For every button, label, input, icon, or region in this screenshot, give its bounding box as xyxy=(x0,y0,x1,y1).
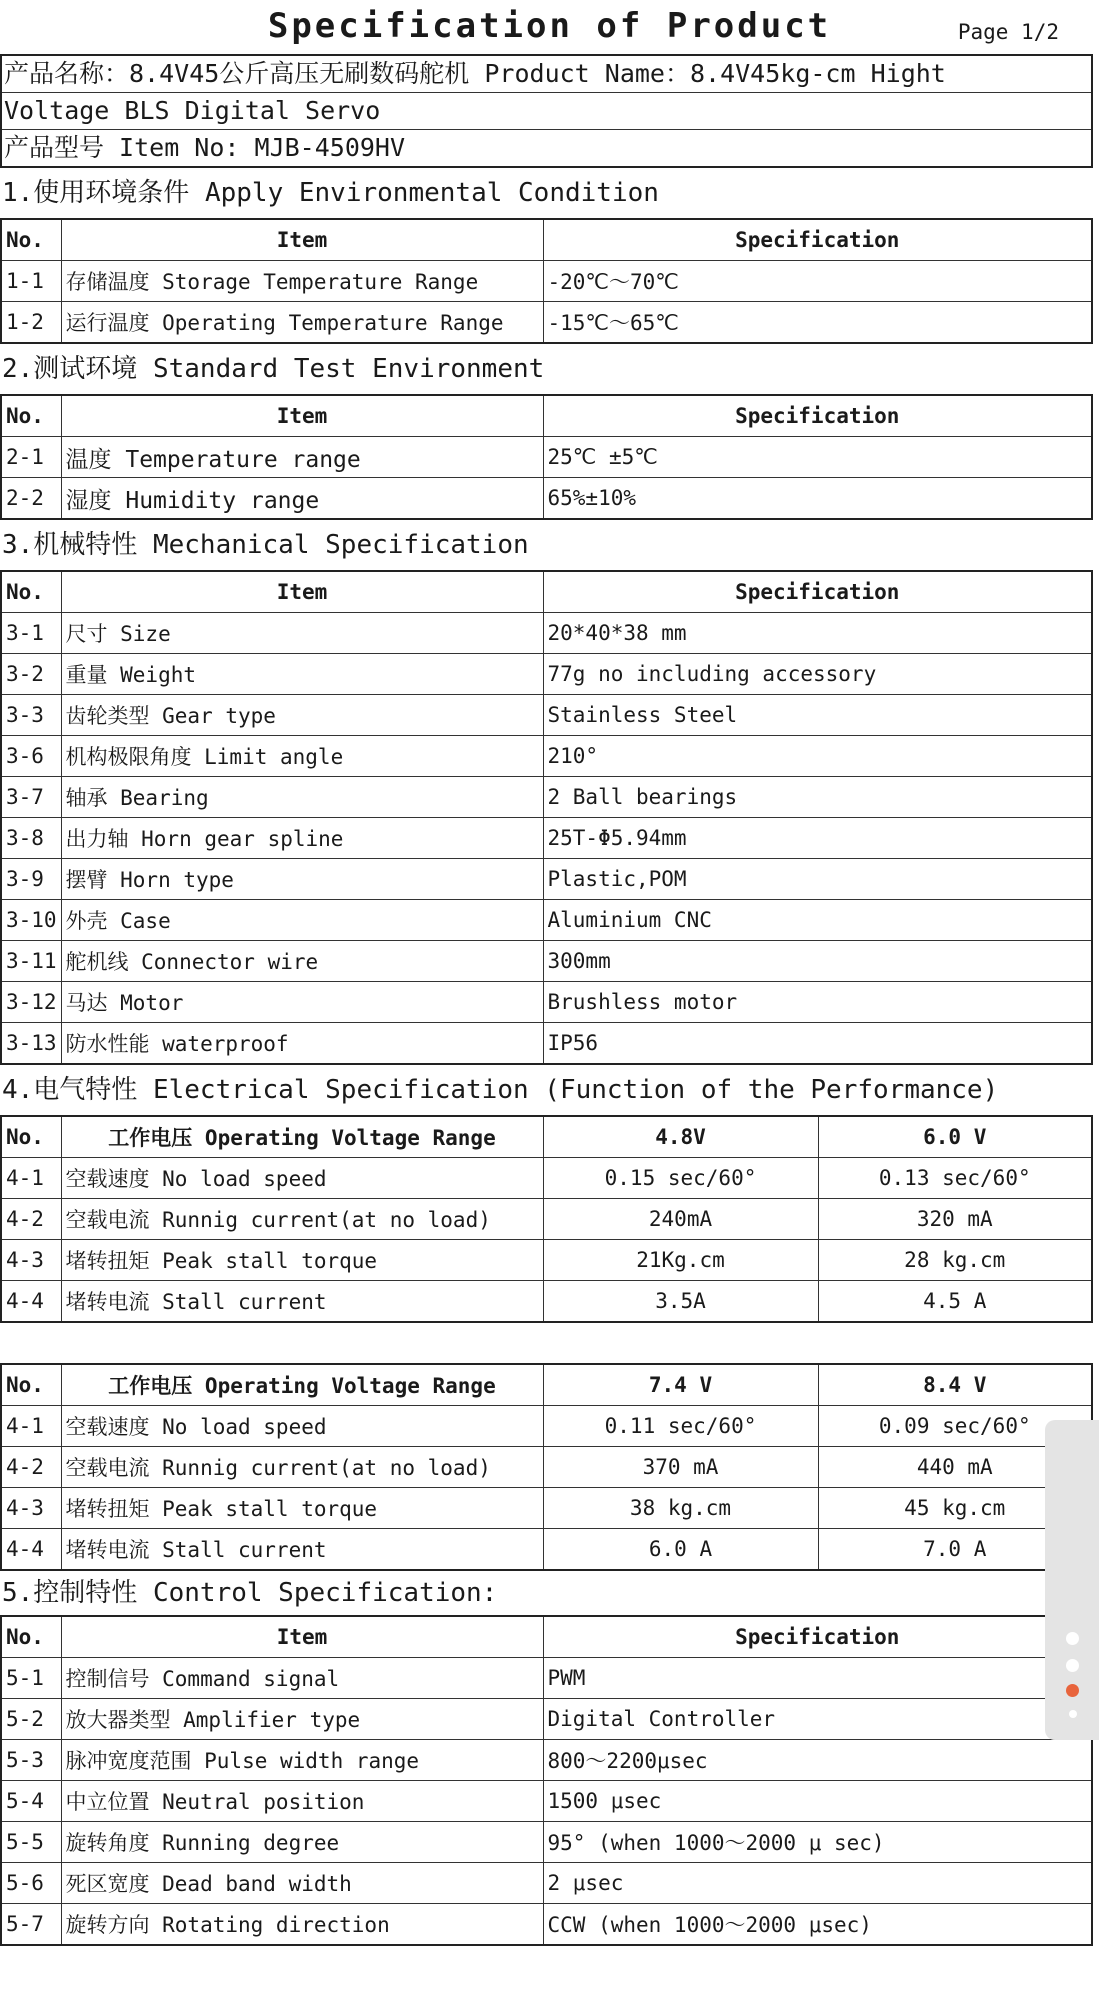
row-spec: CCW (when 1000～2000 μsec) xyxy=(543,1904,1092,1946)
table-row xyxy=(1,941,1092,982)
row-no: 5-3 xyxy=(1,1740,61,1781)
table-row xyxy=(1,302,1092,344)
row-no: 5-5 xyxy=(1,1822,61,1863)
row-item: 运行温度 Operating Temperature Range xyxy=(61,302,543,344)
table-row xyxy=(1,777,1092,818)
section-env-title: 1.使用环境条件 Apply Environmental Condition xyxy=(2,178,659,208)
row-item: 死区宽度 Dead band width xyxy=(61,1863,543,1904)
item-number: 产品型号 Item No: MJB-4509HV xyxy=(4,133,406,162)
row-item: 堵转电流 Stall current xyxy=(61,1281,543,1323)
env-table xyxy=(0,218,1093,344)
product-name-line1: 产品名称：8.4V45公斤高压无刷数码舵机 Product Name：8.4V45kg-cm Hight xyxy=(2,56,1091,93)
pager-dot-active[interactable] xyxy=(1066,1684,1079,1697)
page-number: Page 1/2 xyxy=(957,20,1059,44)
table-row xyxy=(1,1822,1092,1863)
row-no: 4-2 xyxy=(1,1447,61,1488)
row-item: 重量 Weight xyxy=(61,654,543,695)
row-spec: 25T-Φ5.94mm xyxy=(543,818,1092,859)
row-value-b: 45 kg.cm xyxy=(818,1488,1092,1529)
row-item: 控制信号 Command signal xyxy=(61,1658,543,1699)
row-value-a: 6.0 A xyxy=(543,1529,818,1571)
row-value-b: 0.13 sec/60° xyxy=(818,1158,1092,1199)
row-item: 脉冲宽度范围 Pulse width range xyxy=(61,1740,543,1781)
row-value-a: 0.11 sec/60° xyxy=(543,1406,818,1447)
table-row xyxy=(1,1781,1092,1822)
table-row xyxy=(1,1658,1092,1699)
mech-table xyxy=(0,570,1093,1065)
header-no: No. xyxy=(1,571,61,613)
row-value-b: 7.0 A xyxy=(818,1529,1092,1571)
row-item: 湿度 Humidity range xyxy=(61,478,543,520)
header-spec: Specification xyxy=(543,1616,1092,1658)
row-spec: Aluminium CNC xyxy=(543,900,1092,941)
row-item: 机构极限角度 Limit angle xyxy=(61,736,543,777)
row-item: 存储温度 Storage Temperature Range xyxy=(61,261,543,302)
row-spec: Brushless motor xyxy=(543,982,1092,1023)
pager-dot-4[interactable] xyxy=(1069,1710,1077,1718)
row-item: 中立位置 Neutral position xyxy=(61,1781,543,1822)
row-value-b: 0.09 sec/60° xyxy=(818,1406,1092,1447)
elec-table-1 xyxy=(0,1115,1093,1323)
product-name-line2: Voltage BLS Digital Servo xyxy=(2,93,1091,130)
row-item: 旋转方向 Rotating direction xyxy=(61,1904,543,1946)
table-row xyxy=(1,1447,1092,1488)
header-no: No. xyxy=(1,1116,61,1158)
section-ctrl-title: 5.控制特性 Control Specification: xyxy=(2,1578,498,1608)
row-item: 空载电流 Runnig current(at no load) xyxy=(61,1447,543,1488)
table-row xyxy=(1,1488,1092,1529)
table-row xyxy=(1,1023,1092,1065)
section-mech-title: 3.机械特性 Mechanical Specification xyxy=(2,530,529,560)
row-no: 3-3 xyxy=(1,695,61,736)
page-title: Specification of Product xyxy=(267,6,832,46)
header-item: Item xyxy=(61,219,543,261)
row-no: 3-10 xyxy=(1,900,61,941)
row-value-a: 0.15 sec/60° xyxy=(543,1158,818,1199)
row-no: 5-1 xyxy=(1,1658,61,1699)
row-spec: PWM xyxy=(543,1658,1092,1699)
row-value-a: 240mA xyxy=(543,1199,818,1240)
row-item: 空载电流 Runnig current(at no load) xyxy=(61,1199,543,1240)
header-v2: 6.0 V xyxy=(818,1116,1092,1158)
row-spec: IP56 xyxy=(543,1023,1092,1065)
table-row xyxy=(1,818,1092,859)
table-row xyxy=(1,654,1092,695)
title-bar xyxy=(0,0,1099,54)
row-item: 放大器类型 Amplifier type xyxy=(61,1699,543,1740)
pager-dot-1[interactable] xyxy=(1066,1632,1079,1645)
table-row xyxy=(1,613,1092,654)
row-no: 3-6 xyxy=(1,736,61,777)
header-v1: 7.4 V xyxy=(543,1364,818,1406)
table-row xyxy=(1,1529,1092,1571)
row-no: 2-1 xyxy=(1,437,61,478)
row-spec: 800～2200μsec xyxy=(543,1740,1092,1781)
row-no: 3-12 xyxy=(1,982,61,1023)
header-spec: Specification xyxy=(543,571,1092,613)
table-row xyxy=(1,1240,1092,1281)
row-no: 5-2 xyxy=(1,1699,61,1740)
row-no: 3-7 xyxy=(1,777,61,818)
row-no: 3-1 xyxy=(1,613,61,654)
elec-table-2 xyxy=(0,1363,1093,1571)
row-value-b: 440 mA xyxy=(818,1447,1092,1488)
row-spec: 20*40*38 mm xyxy=(543,613,1092,654)
row-item: 温度 Temperature range xyxy=(61,437,543,478)
test-table xyxy=(0,394,1093,520)
table-header-row xyxy=(1,571,1092,613)
table-row xyxy=(1,1740,1092,1781)
table-header-row xyxy=(1,219,1092,261)
row-no: 3-13 xyxy=(1,1023,61,1065)
row-no: 4-3 xyxy=(1,1240,61,1281)
row-item: 堵转扭矩 Peak stall torque xyxy=(61,1488,543,1529)
table-row xyxy=(1,261,1092,302)
row-item: 空载速度 No load speed xyxy=(61,1158,543,1199)
row-item: 摆臂 Horn type xyxy=(61,859,543,900)
row-no: 2-2 xyxy=(1,478,61,520)
table-row xyxy=(1,1199,1092,1240)
row-spec: 77g no including accessory xyxy=(543,654,1092,695)
row-no: 5-4 xyxy=(1,1781,61,1822)
header-spec: Specification xyxy=(543,395,1092,437)
table-header-row xyxy=(1,1364,1092,1406)
table-row xyxy=(1,900,1092,941)
row-item: 堵转扭矩 Peak stall torque xyxy=(61,1240,543,1281)
table-row xyxy=(1,1863,1092,1904)
row-no: 4-3 xyxy=(1,1488,61,1529)
table-row xyxy=(1,1281,1092,1323)
table-row xyxy=(1,982,1092,1023)
row-spec: 300mm xyxy=(543,941,1092,982)
table-row xyxy=(1,1699,1092,1740)
table-gap xyxy=(0,1323,1099,1363)
pager-dot-2[interactable] xyxy=(1066,1659,1079,1672)
row-value-a: 21Kg.cm xyxy=(543,1240,818,1281)
row-item: 外壳 Case xyxy=(61,900,543,941)
row-no: 1-1 xyxy=(1,261,61,302)
product-header xyxy=(0,54,1093,168)
row-no: 3-11 xyxy=(1,941,61,982)
row-value-b: 28 kg.cm xyxy=(818,1240,1092,1281)
table-header-row xyxy=(1,395,1092,437)
header-item: Item xyxy=(61,395,543,437)
row-value-a: 370 mA xyxy=(543,1447,818,1488)
table-row xyxy=(1,1158,1092,1199)
table-row xyxy=(1,736,1092,777)
ctrl-table xyxy=(0,1615,1093,1946)
row-spec: 2 μsec xyxy=(543,1863,1092,1904)
row-no: 4-1 xyxy=(1,1158,61,1199)
table-row xyxy=(1,859,1092,900)
table-row xyxy=(1,1904,1092,1946)
row-item: 马达 Motor xyxy=(61,982,543,1023)
row-value-a: 38 kg.cm xyxy=(543,1488,818,1529)
row-value-b: 320 mA xyxy=(818,1199,1092,1240)
row-value-a: 3.5A xyxy=(543,1281,818,1323)
header-voltage: 工作电压 Operating Voltage Range xyxy=(61,1364,543,1406)
row-no: 4-4 xyxy=(1,1281,61,1323)
header-no: No. xyxy=(1,1364,61,1406)
row-no: 3-2 xyxy=(1,654,61,695)
row-item: 旋转角度 Running degree xyxy=(61,1822,543,1863)
row-spec: 95° (when 1000～2000 μ sec) xyxy=(543,1822,1092,1863)
table-row xyxy=(1,1406,1092,1447)
row-item: 出力轴 Horn gear spline xyxy=(61,818,543,859)
row-no: 5-7 xyxy=(1,1904,61,1946)
header-item: Item xyxy=(61,1616,543,1658)
row-no: 3-9 xyxy=(1,859,61,900)
header-no: No. xyxy=(1,219,61,261)
row-spec: 1500 μsec xyxy=(543,1781,1092,1822)
row-spec: Stainless Steel xyxy=(543,695,1092,736)
table-row xyxy=(1,478,1092,520)
row-item: 空载速度 No load speed xyxy=(61,1406,543,1447)
row-no: 1-2 xyxy=(1,302,61,344)
section-elec-title: 4.电气特性 Electrical Specification (Function of the Performance) xyxy=(2,1075,999,1105)
row-no: 3-8 xyxy=(1,818,61,859)
header-item: Item xyxy=(61,571,543,613)
header-v1: 4.8V xyxy=(543,1116,818,1158)
section-test-title: 2.测试环境 Standard Test Environment xyxy=(2,354,545,384)
row-item: 堵转电流 Stall current xyxy=(61,1529,543,1571)
row-no: 4-1 xyxy=(1,1406,61,1447)
table-header-row xyxy=(1,1616,1092,1658)
row-spec: Digital Controller xyxy=(543,1699,1092,1740)
row-item: 轴承 Bearing xyxy=(61,777,543,818)
table-row xyxy=(1,437,1092,478)
header-voltage: 工作电压 Operating Voltage Range xyxy=(61,1116,543,1158)
row-item: 齿轮类型 Gear type xyxy=(61,695,543,736)
row-item: 舵机线 Connector wire xyxy=(61,941,543,982)
table-row xyxy=(1,695,1092,736)
row-spec: Plastic,POM xyxy=(543,859,1092,900)
row-spec: -15℃～65℃ xyxy=(543,302,1092,344)
header-v2: 8.4 V xyxy=(818,1364,1092,1406)
row-no: 4-4 xyxy=(1,1529,61,1571)
page-pager[interactable] xyxy=(1045,1420,1099,1740)
row-spec: 2 Ball bearings xyxy=(543,777,1092,818)
row-item: 尺寸 Size xyxy=(61,613,543,654)
row-no: 5-6 xyxy=(1,1863,61,1904)
row-value-b: 4.5 A xyxy=(818,1281,1092,1323)
row-no: 4-2 xyxy=(1,1199,61,1240)
row-spec: -20℃～70℃ xyxy=(543,261,1092,302)
row-item: 防水性能 waterproof xyxy=(61,1023,543,1065)
table-header-row xyxy=(1,1116,1092,1158)
row-spec: 210° xyxy=(543,736,1092,777)
header-spec: Specification xyxy=(543,219,1092,261)
row-spec: 25℃ ±5℃ xyxy=(543,437,1092,478)
header-no: No. xyxy=(1,1616,61,1658)
row-spec: 65%±10% xyxy=(543,478,1092,520)
header-no: No. xyxy=(1,395,61,437)
